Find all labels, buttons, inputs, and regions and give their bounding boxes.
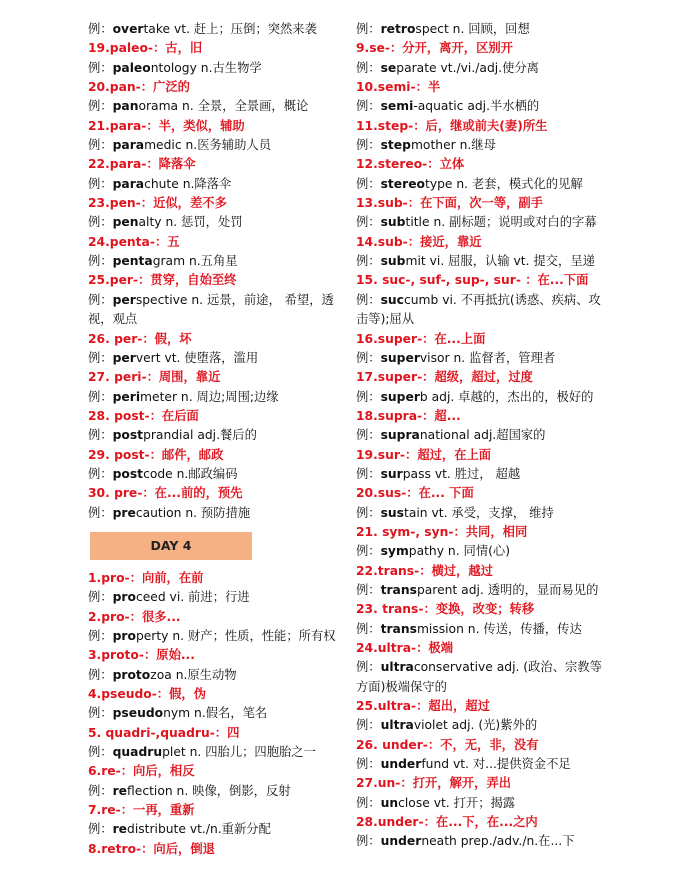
example-label: 例： — [356, 350, 381, 365]
example-word-root: sus — [380, 505, 405, 520]
example-word-definition: medic n.医务辅助人员 — [144, 138, 271, 153]
example-label: 例： — [88, 292, 113, 307]
example-line — [356, 252, 606, 271]
example-line — [88, 666, 340, 685]
example-word-root: post — [112, 428, 144, 443]
example-word-root: super — [380, 350, 420, 365]
prefix-heading: 21. sym-, syn-：共同，相同 — [356, 524, 528, 539]
example-word-definition: neath prep./adv./n.在...下 — [421, 834, 575, 849]
example-line — [356, 620, 606, 639]
prefix-heading: 27. peri-：周围，靠近 — [88, 370, 221, 385]
prefix-heading: 26. under-：不，无，非，没有 — [356, 737, 539, 752]
example-label: 例： — [88, 505, 113, 520]
prefix-heading: 24.penta-：五 — [88, 234, 180, 249]
prefix-heading: 25.ultra-：超出，超过 — [356, 699, 490, 714]
example-word-root: step — [380, 138, 411, 153]
example-word-definition: ntology n.古生物学 — [150, 60, 262, 75]
example-word-root: per — [112, 350, 136, 365]
prefix-heading: 30. pre-：在...前的，预先 — [88, 486, 243, 501]
example-word-definition: parent adj. 透明的，显而易见的 — [416, 582, 599, 597]
prefix-heading: 22.trans-：横过，越过 — [356, 563, 493, 578]
example-word-definition: b adj. 卓越的，杰出的，极好的 — [419, 389, 594, 404]
example-line — [88, 388, 340, 407]
example-word-root: re — [112, 783, 128, 798]
example-line — [88, 349, 340, 368]
example-label: 例： — [356, 757, 381, 772]
prefix-heading: 28.under-：在...下，在...之内 — [356, 815, 538, 830]
example-word-definition: type n. 老套，模式化的见解 — [425, 176, 583, 191]
prefix-heading: 20.sus-：在... 下面 — [356, 486, 474, 501]
example-word-definition: meter n. 周边;周围;边缘 — [140, 389, 279, 404]
example-label: 例： — [356, 621, 381, 636]
example-label: 例： — [88, 706, 113, 721]
prefix-heading: 8.retro-：向后，倒退 — [88, 841, 215, 856]
prefix-heading: 5. quadri-,quadru-：四 — [88, 725, 240, 740]
example-label: 例： — [356, 795, 381, 810]
example-word-root: pseudo — [112, 706, 164, 721]
example-word-definition: title n. 副标题；说明或对白的字幕 — [405, 215, 597, 230]
example-word-root: under — [380, 834, 422, 849]
example-word-root: pan — [112, 99, 139, 114]
example-label: 例： — [88, 428, 113, 443]
prefix-heading: 15. suc-, suf-, sup-, sur- ：在...下面 — [356, 273, 589, 288]
example-label: 例： — [356, 582, 381, 597]
prefix-heading: 22.para-：降落伞 — [88, 157, 196, 172]
example-word-definition: mit vi. 屈服，认输 vt. 提交，呈递 — [405, 254, 595, 269]
example-line — [356, 175, 606, 194]
example-line — [356, 97, 606, 116]
example-label: 例： — [356, 254, 381, 269]
example-word-definition: vert vt. 使堕落，滥用 — [135, 350, 259, 365]
example-word-definition: visor n. 监督者，管理者 — [419, 350, 556, 365]
example-line — [356, 658, 606, 697]
example-word-root: pro — [112, 628, 136, 643]
prefix-heading: 21.para-：半，类似，辅助 — [88, 118, 245, 133]
example-word-definition: code n.邮政编码 — [143, 466, 238, 481]
example-label: 例： — [356, 99, 381, 114]
example-line — [356, 832, 606, 851]
example-label: 例： — [88, 22, 113, 36]
example-label: 例： — [356, 505, 381, 520]
example-line — [88, 627, 340, 646]
example-label: 例： — [88, 99, 113, 114]
example-word-definition: conservative adj. (政治、宗教等方面)极端保守的 — [356, 660, 602, 694]
example-word-root: suc — [380, 292, 404, 307]
example-word-definition: close vt. 打开；揭露 — [398, 795, 516, 810]
example-label: 例： — [88, 628, 113, 643]
example-label: 例： — [356, 718, 381, 733]
example-line — [88, 426, 340, 445]
example-word-root: post — [112, 466, 144, 481]
example-word-root: se — [380, 60, 397, 75]
example-line — [88, 252, 340, 271]
example-word-root: sym — [380, 544, 409, 559]
example-line — [356, 716, 606, 735]
example-word-definition: chute n.降落伞 — [144, 176, 232, 191]
example-line — [88, 97, 340, 116]
prefix-heading: 12.stereo-：立体 — [356, 157, 465, 172]
example-label: 例： — [88, 254, 113, 269]
prefix-heading: 29. post-：邮件，邮政 — [88, 447, 224, 462]
example-word-root: per — [112, 292, 136, 307]
example-line — [88, 291, 340, 330]
example-line — [356, 755, 606, 774]
example-line — [356, 465, 606, 484]
example-word-definition: take vt. 赶上；压倒；突然来袭 — [143, 22, 317, 36]
example-word-root: sur — [380, 466, 403, 481]
example-word-definition: mission n. 传送，传播，传达 — [416, 621, 582, 636]
prefix-heading: 28. post-：在后面 — [88, 408, 199, 423]
prefix-heading: 19.paleo-：古，旧 — [88, 41, 203, 56]
example-label: 例： — [88, 466, 113, 481]
example-label: 例： — [88, 822, 113, 837]
example-line — [88, 465, 340, 484]
example-word-definition: pass vt. 胜过， 超越 — [402, 466, 521, 481]
example-word-definition: caution n. 预防措施 — [135, 505, 251, 520]
example-line — [356, 349, 606, 368]
example-line — [356, 388, 606, 407]
example-line — [88, 20, 340, 39]
prefix-heading: 25.per-：贯穿，自始至终 — [88, 273, 237, 288]
example-word-definition: gram n.五角星 — [152, 254, 238, 269]
example-line — [88, 175, 340, 194]
example-word-definition: mother n.继母 — [410, 138, 496, 153]
example-word-root: un — [380, 795, 399, 810]
prefix-heading: 2.pro-：很多... — [88, 609, 181, 624]
prefix-heading: 1.pro-：向前，在前 — [88, 570, 204, 585]
example-line — [356, 581, 606, 600]
example-label: 例： — [88, 60, 113, 75]
prefix-heading: 9.se-：分开，离开，区别开 — [356, 41, 513, 56]
example-label: 例： — [356, 215, 381, 230]
example-label: 例： — [356, 292, 381, 307]
example-line — [88, 820, 340, 839]
example-word-definition: perty n. 财产；性质，性能；所有权 — [135, 628, 336, 643]
example-label: 例： — [356, 834, 381, 849]
example-word-root: super — [380, 389, 420, 404]
example-word-definition: pathy n. 同情(心) — [408, 544, 511, 559]
example-label: 例： — [88, 176, 113, 191]
prefix-heading: 3.proto-：原始... — [88, 648, 195, 663]
example-label: 例： — [88, 215, 113, 230]
example-label: 例： — [88, 389, 113, 404]
right-column — [356, 20, 606, 852]
example-word-root: peri — [112, 389, 141, 404]
example-word-root: semi — [380, 99, 414, 114]
example-word-root: paleo — [112, 60, 151, 75]
example-label: 例： — [356, 22, 381, 36]
example-label: 例： — [88, 783, 113, 798]
prefix-heading: 16.super-：在...上面 — [356, 331, 486, 346]
example-word-root: over — [112, 22, 144, 36]
example-label: 例： — [356, 428, 381, 443]
example-word-definition: plet n. 四胎儿；四胞胎之一 — [162, 745, 316, 760]
example-word-root: trans — [380, 621, 417, 636]
prefix-heading: 17.super-：超级，超过，过度 — [356, 370, 533, 385]
example-line — [88, 136, 340, 155]
example-line — [88, 59, 340, 78]
example-label: 例： — [356, 138, 381, 153]
prefix-heading: 27.un-：打开，解开，弄出 — [356, 776, 512, 791]
example-word-root: sub — [380, 254, 406, 269]
example-word-root: retro — [380, 22, 416, 36]
example-word-definition: spective n. 远景，前途， 希望，透视，观点 — [88, 292, 334, 327]
prefix-heading: 10.semi-：半 — [356, 80, 441, 95]
example-word-definition: distribute vt./n.重新分配 — [127, 822, 271, 837]
example-word-definition: cumb vi. 不再抵抗(诱惑、疾病、攻击等);屈从 — [356, 292, 601, 327]
example-word-root: pro — [112, 590, 136, 605]
example-word-root: proto — [112, 667, 151, 682]
prefix-heading: 18.supra-：超... — [356, 408, 461, 423]
prefix-heading: 6.re-：向后，相反 — [88, 764, 195, 779]
example-word-root: para — [112, 176, 145, 191]
example-label: 例： — [356, 544, 381, 559]
example-word-root: re — [112, 822, 128, 837]
example-label: 例： — [88, 138, 113, 153]
example-word-definition: spect n. 回顾，回想 — [415, 22, 530, 36]
left-column — [88, 20, 340, 859]
example-word-definition: nym n.假名，笔名 — [163, 706, 268, 721]
example-label: 例： — [356, 466, 381, 481]
example-line — [88, 743, 340, 762]
prefix-heading: 26. per-：假，坏 — [88, 331, 192, 346]
example-word-root: pre — [112, 505, 136, 520]
example-line — [356, 20, 606, 39]
example-word-definition: parate vt./vi./adj.使分离 — [396, 60, 539, 75]
prefix-heading: 23.pen-：近似，差不多 — [88, 196, 227, 211]
example-word-root: stereo — [380, 176, 425, 191]
example-label: 例： — [356, 60, 381, 75]
example-line — [88, 704, 340, 723]
day-section-badge: DAY 4 — [90, 532, 252, 560]
example-line — [356, 426, 606, 445]
prefix-heading: 14.sub-：接近，靠近 — [356, 234, 482, 249]
example-word-root: sub — [380, 215, 406, 230]
example-label: 例： — [88, 590, 113, 605]
prefix-heading: 23. trans-：变换，改变；转移 — [356, 602, 535, 617]
prefix-heading: 19.sur-：超过，在上面 — [356, 447, 492, 462]
example-word-root: ultra — [380, 718, 414, 733]
prefix-heading: 20.pan-：广泛的 — [88, 80, 190, 95]
prefix-heading: 13.sub-：在下面，次一等，副手 — [356, 196, 544, 211]
example-line — [356, 794, 606, 813]
example-line — [356, 291, 606, 330]
example-word-definition: fund vt. 对...提供资金不足 — [421, 757, 571, 772]
example-word-root: supra — [380, 428, 420, 443]
prefix-heading: 7.re-：一再，重新 — [88, 803, 195, 818]
example-line — [88, 213, 340, 232]
example-line — [356, 136, 606, 155]
example-word-definition: orama n. 全景，全景画，概论 — [138, 99, 309, 114]
example-line — [356, 542, 606, 561]
example-line — [88, 504, 340, 523]
example-word-definition: national adj.超国家的 — [419, 428, 546, 443]
example-line — [356, 504, 606, 523]
example-word-definition: tain vt. 承受，支撑， 维持 — [404, 505, 554, 520]
example-word-root: penta — [112, 254, 153, 269]
example-line — [88, 782, 340, 801]
example-label: 例： — [356, 389, 381, 404]
example-line — [356, 213, 606, 232]
example-word-root: under — [380, 757, 422, 772]
prefix-heading: 4.pseudo-：假，伪 — [88, 687, 206, 701]
example-label: 例： — [88, 667, 113, 682]
example-word-root: quadru — [112, 745, 163, 760]
example-word-definition: zoa n.原生动物 — [150, 667, 237, 682]
example-label: 例： — [88, 745, 113, 760]
example-word-definition: violet adj. (光)紫外的 — [413, 718, 538, 733]
prefix-heading: 11.step-：后，继或前夫(妻)所生 — [356, 118, 548, 133]
example-word-definition: ceed vi. 前进；行进 — [135, 590, 250, 605]
example-label: 例： — [88, 350, 113, 365]
example-word-definition: alty n. 惩罚，处罚 — [138, 215, 243, 230]
prefix-heading: 24.ultra-：极端 — [356, 641, 453, 655]
example-word-definition: flection n. 映像，倒影，反射 — [127, 783, 291, 798]
example-word-definition: -aquatic adj.半水栖的 — [413, 99, 540, 114]
example-word-definition: prandial adj.餐后的 — [143, 428, 257, 443]
example-word-root: trans — [380, 582, 417, 597]
example-label: 例： — [356, 660, 381, 675]
example-word-root: para — [112, 138, 145, 153]
example-word-root: pen — [112, 215, 139, 230]
example-label: 例： — [356, 176, 381, 191]
example-word-root: ultra — [380, 660, 414, 675]
example-line — [88, 588, 340, 607]
example-line — [356, 59, 606, 78]
